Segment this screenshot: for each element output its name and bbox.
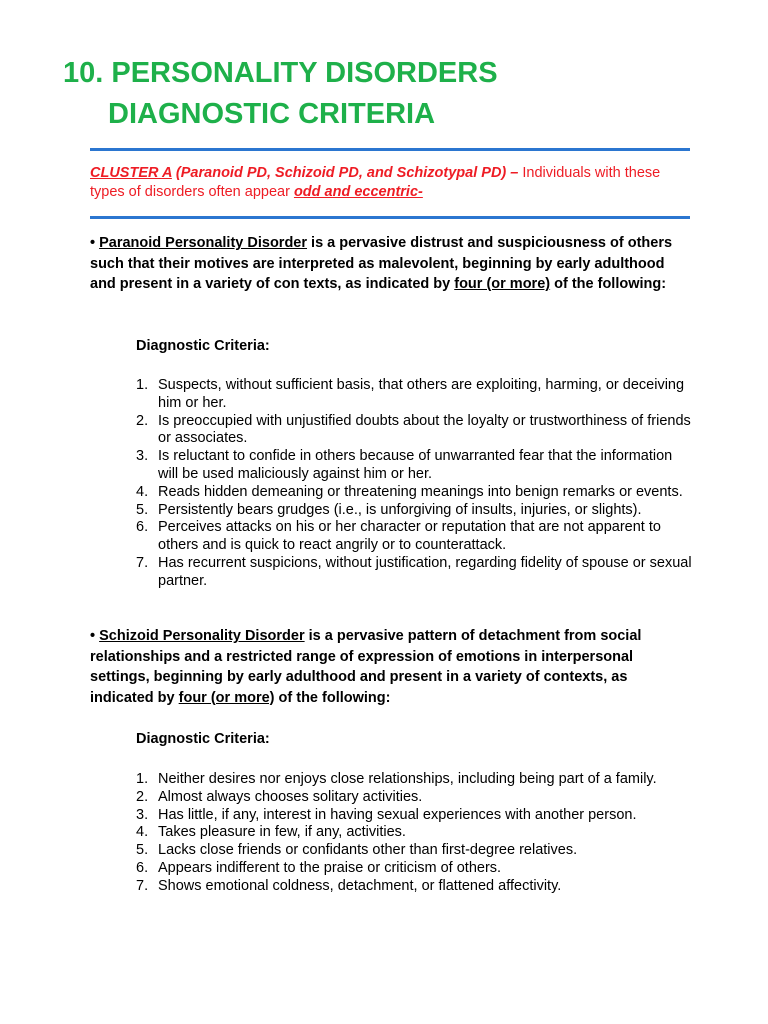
criteria-number: 4.	[136, 483, 149, 500]
page-title-line-2: DIAGNOSTIC CRITERIA	[108, 98, 436, 130]
cluster-a-description: Individuals with these types of disorders often appear	[90, 165, 661, 200]
paranoid-criteria-heading: Diagnostic Criteria:	[136, 338, 270, 354]
criteria-item	[136, 842, 696, 860]
criteria-text: Neither desires nor enjoys close relationships, including being part of a family.	[158, 771, 657, 787]
schizoid-definition	[90, 626, 680, 708]
criteria-item	[136, 413, 696, 449]
cluster-a-label: CLUSTER A	[90, 165, 172, 181]
criteria-number: 1.	[136, 771, 149, 787]
schizoid-name: Schizoid Personality Disorder	[99, 628, 305, 644]
page-title-line-1: 10. PERSONALITY DISORDERS	[63, 57, 498, 89]
schizoid-count: four (or more)	[178, 689, 275, 706]
paranoid-definition	[90, 233, 680, 295]
criteria-item	[136, 484, 696, 502]
criteria-item	[136, 448, 696, 484]
criteria-number: 5.	[136, 501, 149, 518]
criteria-number: 3.	[136, 448, 149, 465]
criteria-number: 6.	[136, 859, 149, 876]
criteria-number: 4.	[136, 824, 149, 841]
criteria-text: Persistently bears grudges (i.e., is unforgiving of insults, injuries, or slights).	[158, 501, 642, 518]
criteria-item	[136, 860, 696, 878]
criteria-item	[136, 789, 696, 807]
schizoid-tail: of the following:	[274, 689, 391, 706]
cluster-a-intro	[90, 164, 680, 202]
criteria-number: 1.	[136, 377, 149, 393]
schizoid-criteria-list	[136, 771, 696, 896]
criteria-text: Suspects, without sufficient basis, that others are exploiting, harming, or deceiving him or her.	[158, 377, 685, 411]
schizoid-definition-text: is a pervasive pattern of detachment from social relationships and a restricted range of expression of emotions in interpersonal settings, beginning by early adulthood and present in a variety of contexts, as indicated by	[90, 628, 642, 706]
bullet: •	[90, 628, 100, 644]
criteria-number: 6.	[136, 519, 149, 536]
paranoid-tail: of the following:	[550, 276, 667, 292]
criteria-item	[136, 502, 696, 520]
paranoid-name: Paranoid Personality Disorder	[99, 235, 308, 251]
criteria-item	[136, 878, 696, 896]
criteria-number: 2.	[136, 788, 149, 805]
criteria-item	[136, 807, 696, 825]
divider-bottom	[90, 216, 690, 219]
schizoid-criteria-heading: Diagnostic Criteria:	[136, 731, 270, 747]
criteria-text: Is preoccupied with unjustified doubts about the loyalty or trustworthiness of friends or associates.	[158, 412, 691, 447]
criteria-item	[136, 377, 696, 413]
criteria-item	[136, 771, 696, 789]
paranoid-definition-text: is a pervasive distrust and suspiciousness of others such that their motives are interpreted as malevolent, beginning by early adulthood and present in a variety of con texts, as indicated by	[90, 235, 673, 292]
criteria-text: Is reluctant to confide in others because of unwarranted fear that the information will be used maliciously against him or her.	[158, 448, 673, 482]
criteria-text: Lacks close friends or confidants other than first-degree relatives.	[158, 842, 578, 859]
criteria-number: 5.	[136, 842, 149, 859]
criteria-text: Shows emotional coldness, detachment, or flattened affectivity.	[158, 877, 562, 894]
paranoid-criteria-list	[136, 377, 696, 591]
bullet: •	[90, 235, 100, 251]
criteria-text: Reads hidden demeaning or threatening meanings into benign remarks or events.	[158, 483, 683, 500]
criteria-number: 3.	[136, 806, 149, 823]
criteria-text: Takes pleasure in few, if any, activities.	[158, 824, 406, 841]
criteria-text: Perceives attacks on his or her character or reputation that are not apparent to others and is quick to react angrily or to counterattack.	[158, 519, 661, 554]
criteria-text: Almost always chooses solitary activities.	[158, 788, 423, 805]
criteria-text: Has recurrent suspicions, without justification, regarding fidelity of spouse or sexual partner.	[158, 554, 692, 589]
criteria-item	[136, 519, 696, 555]
criteria-text: Has little, if any, interest in having sexual experiences with another person.	[158, 806, 637, 823]
paranoid-count: four (or more)	[454, 276, 551, 292]
divider-top	[90, 148, 690, 151]
criteria-text: Appears indifferent to the praise or criticism of others.	[158, 859, 502, 876]
criteria-number: 7.	[136, 554, 149, 571]
cluster-a-types: (Paranoid PD, Schizoid PD, and Schizotypal PD) –	[171, 165, 519, 181]
cluster-a-emphasis: odd and eccentric-	[293, 184, 423, 200]
criteria-number: 7.	[136, 877, 149, 894]
criteria-item	[136, 824, 696, 842]
criteria-number: 2.	[136, 412, 149, 429]
criteria-item	[136, 555, 696, 591]
